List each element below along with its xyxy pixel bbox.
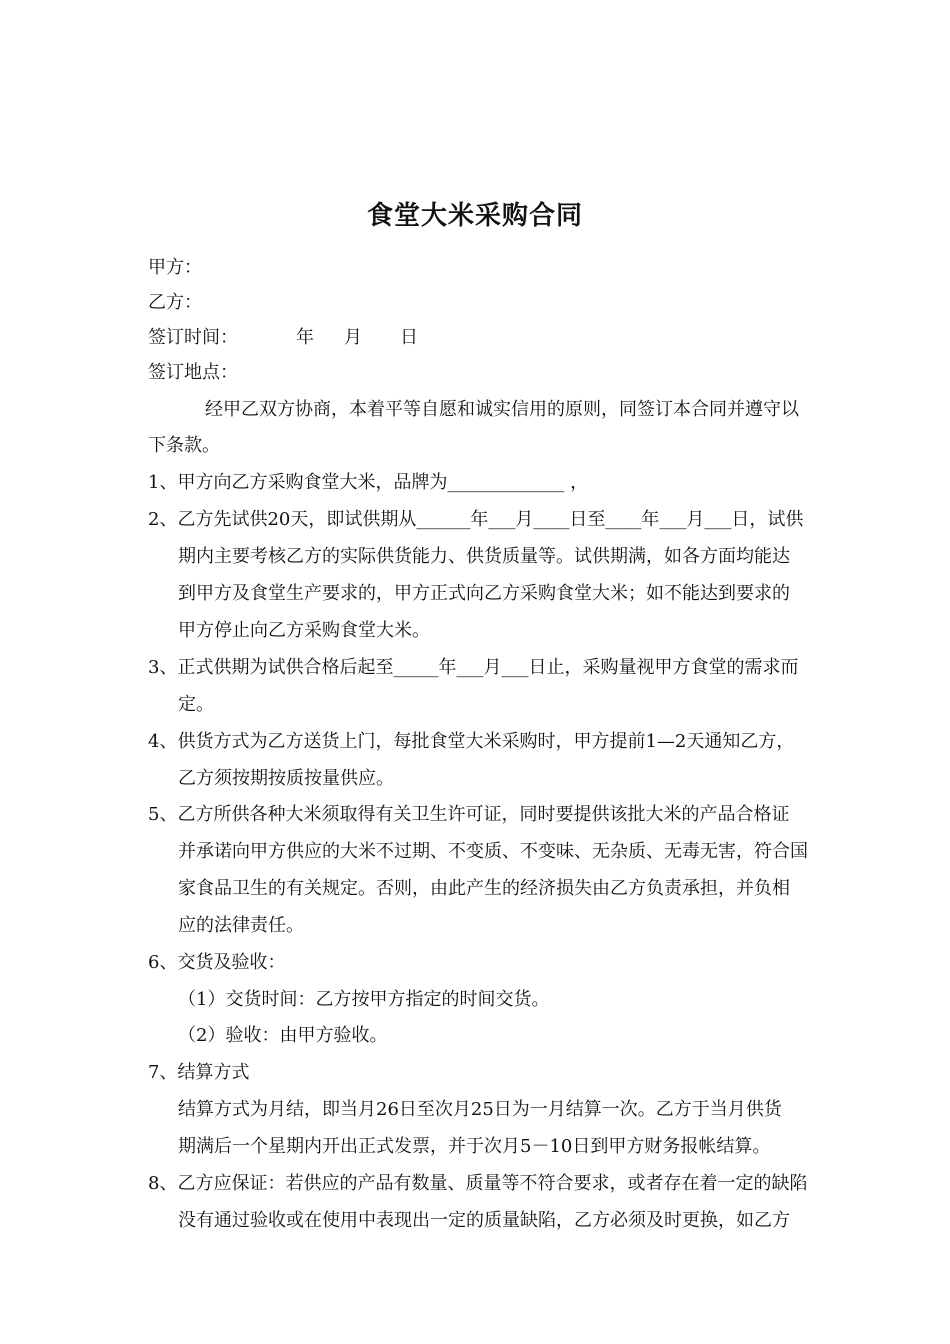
sign-date-month: 月 — [344, 327, 362, 348]
preamble-line-1: 经甲乙双方协商，本着平等自愿和诚实信用的原则，同签订本合同并遵守以 — [205, 399, 799, 420]
clause-5-line-2: 并承诺向甲方供应的大米不过期、不变质、不变味、无杂质、无毒无害，符合国 — [178, 841, 808, 862]
clause-3-line-2: 定。 — [178, 694, 214, 715]
clause-8-line-1: 8、乙方应保证：若供应的产品有数量、质量等不符合要求，或者存在着一定的缺陷 — [148, 1173, 808, 1194]
party-b-label: 乙方： — [148, 292, 202, 313]
clause-6-item-1: （1）交货时间：乙方按甲方指定的时间交货。 — [178, 989, 550, 1010]
preamble-line-2: 下条款。 — [148, 435, 220, 456]
clause-7-line-2: 期满后一个星期内开出正式发票，并于次月5－10日到甲方财务报帐结算。 — [178, 1136, 771, 1157]
clause-8-line-2: 没有通过验收或在使用中表现出一定的质量缺陷，乙方必须及时更换，如乙方 — [178, 1210, 790, 1231]
sign-date-day: 日 — [400, 327, 418, 348]
clause-3-line-1: 3、正式供期为试供合格后起至_____年___月___日止，采购量视甲方食堂的需求而 — [148, 657, 799, 678]
clause-2-line-4: 甲方停止向乙方采购食堂大米。 — [178, 620, 430, 641]
clause-2-line-2: 期内主要考核乙方的实际供货能力、供货质量等。试供期满，如各方面均能达 — [178, 546, 790, 567]
clause-4-line-1: 4、供货方式为乙方送货上门，每批食堂大米采购时，甲方提前1—2天通知乙方， — [148, 731, 795, 752]
clause-2-line-3: 到甲方及食堂生产要求的，甲方正式向乙方采购食堂大米；如不能达到要求的 — [178, 583, 790, 604]
clause-5-line-1: 5、乙方所供各种大米须取得有关卫生许可证，同时要提供该批大米的产品合格证 — [148, 804, 790, 825]
clause-6-heading: 6、交货及验收： — [148, 952, 286, 973]
clause-7-line-1: 结算方式为月结，即当月26日至次月25日为一月结算一次。乙方于当月供货 — [178, 1099, 782, 1120]
clause-7-heading: 7、结算方式 — [148, 1062, 250, 1083]
party-a-label: 甲方： — [148, 257, 202, 278]
clause-5-line-3: 家食品卫生的有关规定。否则，由此产生的经济损失由乙方负责承担，并负相 — [178, 878, 790, 899]
sign-date-label: 签订时间： — [148, 327, 238, 348]
clause-2-line-1: 2、乙方先试供20天，即试供期从______年___月____日至____年___月___日，试供 — [148, 509, 804, 530]
clause-5-line-4: 应的法律责任。 — [178, 915, 304, 936]
sign-place-label: 签订地点： — [148, 362, 238, 383]
clause-1: 1、甲方向乙方采购食堂大米，品牌为_____________ ， — [148, 472, 589, 493]
document-title: 食堂大米采购合同 — [366, 201, 583, 231]
sign-date-year: 年 — [296, 327, 314, 348]
clause-6-item-2: （2）验收：由甲方验收。 — [178, 1025, 388, 1046]
clause-4-line-2: 乙方须按期按质按量供应。 — [178, 768, 394, 789]
sign-date-line — [148, 320, 838, 356]
